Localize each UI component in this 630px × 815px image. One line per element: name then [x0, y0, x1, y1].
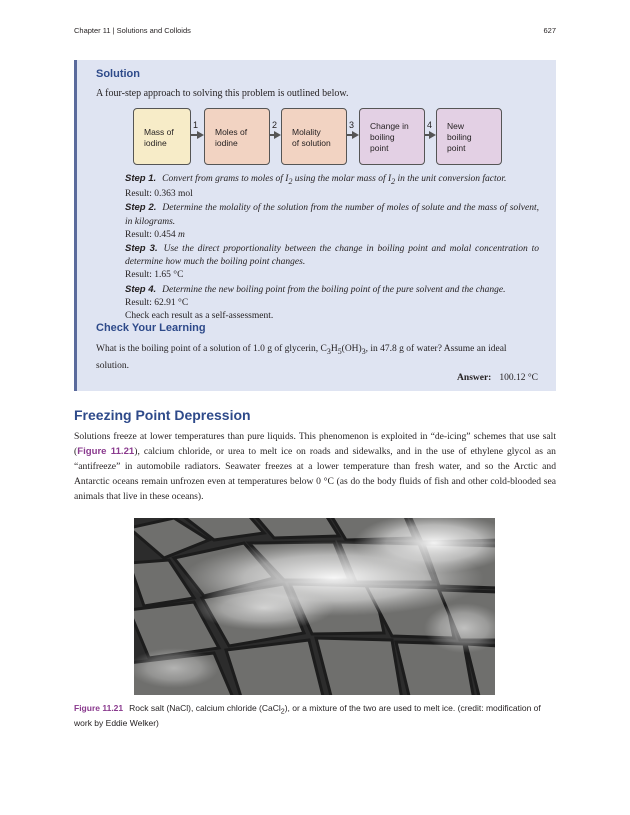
step-3-result: Result: 1.65 °C — [125, 270, 184, 281]
step-4-result: Result: 62.91 °C — [125, 297, 189, 308]
figure-number: Figure 11.21 — [74, 703, 124, 713]
check-question: What is the boiling point of a solution of 1.0 g of glycerin, $C_3H_5(OH)_3$, in 47.8 g of water? Assume an ideal solution. — [96, 344, 507, 371]
flow-box-moles-of-iodine: Moles of iodine — [204, 108, 270, 165]
solution-intro: A four-step approach to solving this problem is outlined below. — [96, 88, 349, 99]
page-number: 627 — [543, 26, 556, 35]
rock-salt-photo — [134, 518, 495, 695]
step-2-result: Result: 0.454 m — [125, 229, 185, 240]
flow-step-number: 4 — [427, 120, 433, 130]
running-header — [74, 26, 556, 38]
flow-box-change-in-boiling-point: Change in boiling point — [359, 108, 425, 165]
body-paragraph: Solutions freeze at lower temperatures than pure liquids. This phenomenon is exploited in “de-icing” schemes that use salt (Figure 11.21), calcium chloride, or urea to melt ice on roads and sidewalks, and in the use of ethylene glycol as an “antifreeze” in automobile radiators. Seawater freezes at a lower temperature than fresh water, and so the Arctic and Antarctic oceans remain unfrozen even at temperatures below 0 °C (as do the body fluids of fish and other cold-blooded sea animals that live in these oceans). — [74, 431, 556, 502]
flow-box-molality: Molality of solution — [281, 108, 347, 165]
self-assessment-note: Check each result as a self-assessment. — [125, 310, 274, 321]
step-1: Step 1. Convert from grams to moles of $I_2$ using the molar mass of $I_2$ in the unit conversion factor. — [125, 173, 507, 186]
step-3: Step 3. Use the direct proportionality between the change in boiling point and molal concentration to determine how much the boiling point changes. — [125, 242, 540, 268]
flow-step-number: 2 — [272, 120, 278, 130]
solution-heading: Solution — [96, 68, 140, 80]
paving-stones-image — [134, 518, 495, 695]
flow-step-number: 3 — [349, 120, 355, 130]
flow-box-mass-of-iodine: Mass of iodine — [133, 108, 191, 165]
figure-caption: Figure 11.21 Rock salt (NaCl), calcium chloride (CaCl$_2$), or a mixture of the two are used to melt ice. (credit: modification of work by Eddie Welker) — [74, 703, 541, 728]
step-4: Step 4. Determine the new boiling point from the boiling point of the pure solvent and the change. — [125, 283, 506, 295]
check-answer: Answer: 100.12 °C — [457, 373, 538, 383]
step-2: Step 2. Determine the molality of the solution from the number of moles of solute and the mass of solvent, in kilograms. — [125, 202, 539, 227]
step-1-result: Result: 0.363 mol — [125, 189, 193, 200]
figure-link[interactable]: Figure 11.21 — [77, 446, 135, 457]
section-heading: Freezing Point Depression — [74, 407, 251, 423]
solution-steps — [125, 172, 539, 323]
flow-box-new-boiling-point: New boiling point — [436, 108, 502, 165]
flow-step-number: 1 — [193, 120, 199, 130]
example-solution-box — [74, 60, 556, 391]
four-step-flow-diagram — [133, 108, 503, 168]
chapter-title: Chapter 11 | Solutions and Colloids — [74, 26, 191, 35]
check-your-learning-heading: Check Your Learning — [96, 322, 206, 334]
